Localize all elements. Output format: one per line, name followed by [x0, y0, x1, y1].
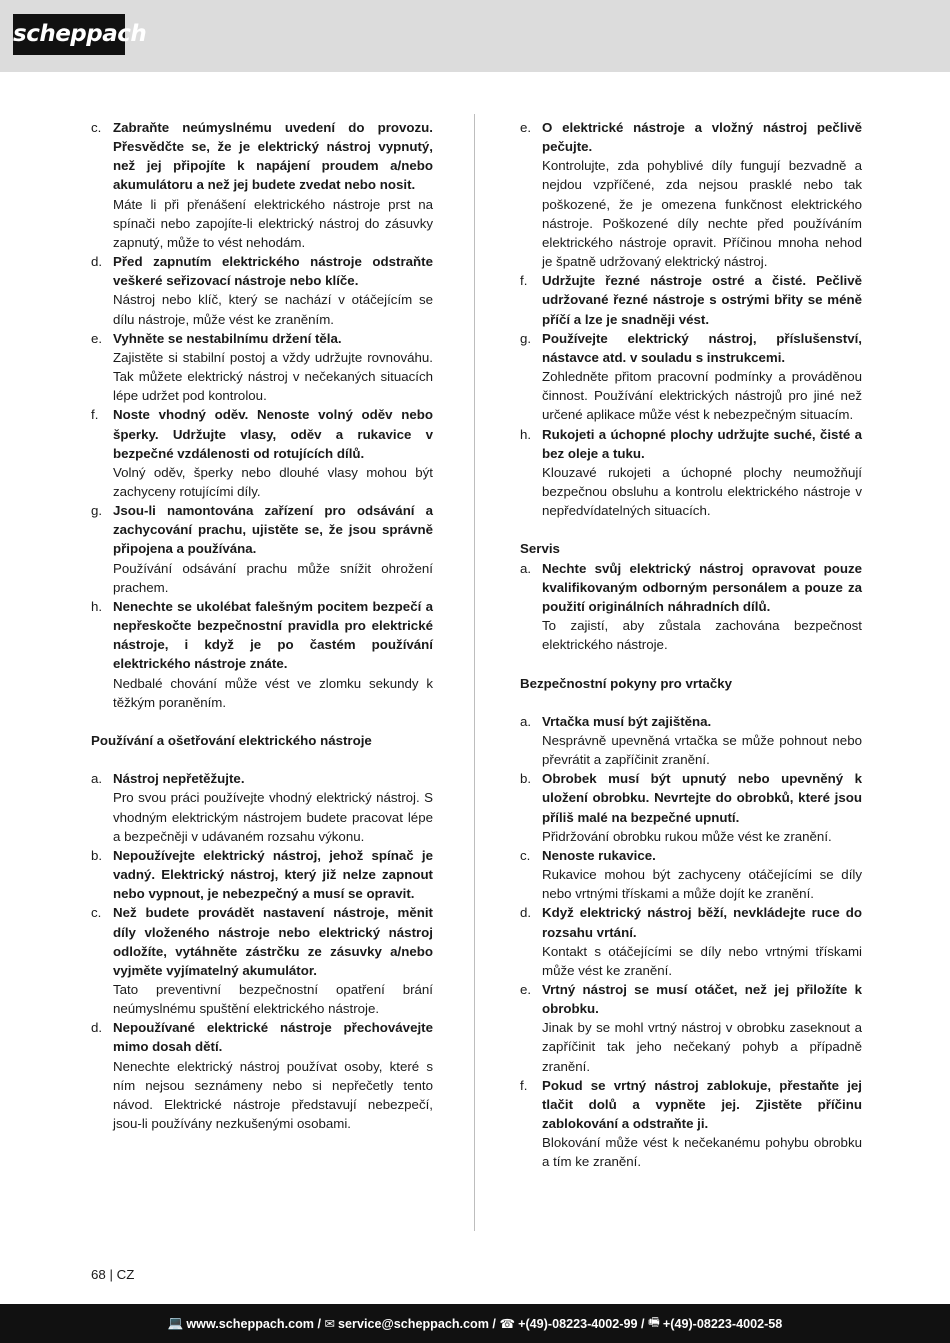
- item-text: Zajistěte si stabilní postoj a vždy udržujte rovnováhu. Tak můžete elektrický nástroj v nečekaných situacích lépe udržet pod kontrolou.: [113, 349, 433, 404]
- item-text: Nesprávně upevněná vrtačka se může pohnout nebo převrátit a zapříčinit zranění.: [542, 732, 862, 768]
- footer-bar: [0, 1304, 950, 1343]
- item-bold-text: Pokud se vrtný nástroj zablokuje, přestaňte jej tlačit dolů a vypněte jej. Zjistěte příčinu zablokování a odstraňte ji.: [542, 1077, 862, 1132]
- item-letter: c.: [91, 905, 102, 921]
- item-bold-text: Než budete provádět nastavení nástroje, měnit díly vloženého nástroje nebo elektrický nástroj odložíte, vytáhněte zástrčku ze zásuvky a/nebo vyjměte vyjímatelný akumulátor.: [113, 905, 433, 978]
- item-text: Nedbalé chování může vést ve zlomku sekundy k těžkým poraněním.: [113, 675, 433, 710]
- list-item: [520, 329, 862, 425]
- list-item: [91, 846, 433, 903]
- list-item: [520, 559, 862, 655]
- item-letter: c.: [91, 120, 102, 135]
- drill-items-list: [520, 712, 862, 1172]
- item-bold-text: Rukojeti a úchopné plochy udržujte suché, čisté a bez oleje a tuku.: [542, 426, 862, 461]
- item-text: To zajistí, aby zůstala zachována bezpečnost elektrického nástroje.: [542, 618, 862, 653]
- item-text: Nástroj nebo klíč, který se nachází v otáčejícím se dílu nástroje, může vést ke zraněním.: [113, 292, 433, 327]
- item-letter: c.: [520, 847, 531, 863]
- list-item: [520, 903, 862, 980]
- item-bold-text: Před zapnutím elektrického nástroje odstraňte veškeré seřizovací nástroje nebo klíče.: [113, 254, 433, 289]
- item-body: [542, 271, 862, 328]
- item-text: Používání odsávání prachu může snížit ohrožení prachem.: [113, 560, 433, 595]
- item-text: Pro svou práci používejte vhodný elektrický nástroj. S vhodným elektrickým nástrojem budete pracovat lépe a bezpečněji v udávaném rozsahu výkonu.: [113, 790, 433, 844]
- item-body: [113, 405, 433, 501]
- item-bold-text: Udržujte řezné nástroje ostré a čisté. Pečlivě udržované řezné nástroje s ostrými břity se méně příčí a lze je snadněji vést.: [542, 273, 862, 327]
- list-item: [520, 769, 862, 846]
- item-text: Zohledněte přitom pracovní podmínky a prováděnou činnost. Používání elektrických nástrojů pro jiné než určené aplikace může vést k nebezpečným situacím.: [542, 369, 862, 423]
- item-letter: g.: [520, 330, 532, 346]
- page-language: CZ: [116, 1267, 135, 1282]
- item-letter: f.: [520, 1077, 528, 1093]
- page-separator: |: [109, 1267, 113, 1282]
- item-body: [113, 769, 433, 846]
- item-text: Blokování může vést k nečekanému pohybu obrobku a tím ke zranění.: [542, 1135, 862, 1170]
- item-bold-text: Nepoužívejte elektrický nástroj, jehož spínač je vadný. Elektrický nástroj, který již nelze zapnout nebo vypnout, je nebezpečný a musí se opravit.: [113, 847, 433, 902]
- item-text: Přidržování obrobku rukou může vést ke zranění.: [542, 828, 832, 844]
- list-item: [520, 1076, 862, 1172]
- list-item: [91, 1018, 433, 1133]
- item-letter: d.: [91, 254, 103, 270]
- list-item: [91, 903, 433, 1018]
- footer-separator: /: [637, 1316, 649, 1331]
- footer-web-link[interactable]: www.scheppach.com: [186, 1316, 314, 1331]
- phone-icon: ☎: [499, 1317, 516, 1331]
- section-heading-servis: Servis: [520, 541, 560, 557]
- item-bold-text: Když elektrický nástroj běží, nevkládejte ruce do rozsahu vrtání.: [542, 905, 862, 940]
- item-body: [113, 501, 433, 597]
- list-item: [520, 118, 862, 271]
- section-heading-drills: Bezpečnostní pokyny pro vrtačky: [520, 675, 733, 691]
- item-body: [542, 903, 862, 980]
- item-text: Jinak by se mohl vrtný nástroj v obrobku zaseknout a zapříčinit tak jeho nečekaný pohyb a případně zranění.: [542, 1020, 862, 1074]
- item-bold-text: Používejte elektrický nástroj, příslušenství, nástavce atd. v souladu s instrukcemi.: [542, 330, 862, 365]
- list-item: [91, 118, 433, 252]
- item-body: [542, 769, 862, 846]
- item-body: [542, 1076, 862, 1172]
- item-text: Máte li při přenášení elektrického nástroje prst na spínači nebo zapojíte-li elektrický nástroj do zásuvky zapnutý, může to vést nehodám.: [113, 196, 433, 250]
- item-body: [113, 329, 433, 406]
- item-text: Volný oděv, šperky nebo dlouhé vlasy mohou být zachyceny rotujícími díly.: [113, 464, 433, 499]
- item-letter: e.: [520, 120, 532, 135]
- item-bold-text: Noste vhodný oděv. Nenoste volný oděv nebo šperky. Udržujte vlasy, oděv a rukavice v bezpečné vzdálenosti od rotujících dílů.: [113, 407, 433, 461]
- list-item: [520, 425, 862, 521]
- item-letter: b.: [91, 847, 103, 863]
- item-letter: a.: [520, 560, 532, 576]
- item-letter: e.: [91, 330, 103, 346]
- section-heading-usage: Používání a ošetřování elektrického nástroje: [91, 732, 372, 748]
- item-bold-text: Nechte svůj elektrický nástroj opravovat pouze kvalifikovaným odborným personálem a pouze za použití originálních náhradních dílů.: [542, 560, 862, 614]
- item-letter: g.: [91, 503, 103, 519]
- item-bold-text: Nenoste rukavice.: [542, 847, 656, 863]
- list-item: [91, 597, 433, 712]
- footer-email-link[interactable]: service@scheppach.com: [338, 1316, 489, 1331]
- list-item: [520, 980, 862, 1076]
- item-letter: h.: [91, 598, 103, 614]
- item-text: Kontrolujte, zda pohyblivé díly fungují bezvadně a nejdou vzpříčené, zda nejsou prasklé nebo tak poškozené, že je omezena funkčnost elektrického nástroje. Poškozené díly nechte před používáním elektrického nástroje opravit. Příčinou mnoha nehod je špatně udržovaný elektrický nástroj.: [542, 158, 862, 270]
- item-letter: b.: [520, 771, 532, 787]
- item-body: [113, 597, 433, 712]
- left-items-list: [91, 118, 433, 712]
- item-bold-text: Vyhněte se nestabilnímu držení těla.: [113, 330, 342, 346]
- item-bold-text: O elektrické nástroje a vložný nástroj pečlivě pečujte.: [542, 120, 862, 155]
- mail-icon: ✉: [324, 1317, 336, 1331]
- computer-icon: 💻: [167, 1316, 184, 1330]
- list-item: [91, 405, 433, 501]
- item-bold-text: Vrtný nástroj se musí otáčet, než jej přiložíte k obrobku.: [542, 981, 862, 1017]
- item-text: Rukavice mohou být zachyceny otáčejícími se díly nebo vrtnými třískami a může dojít ke zranění.: [542, 867, 862, 902]
- scheppach-logo[interactable]: scheppach: [13, 14, 125, 55]
- item-body: [542, 980, 862, 1076]
- item-letter: a.: [91, 771, 103, 787]
- item-body: [542, 329, 862, 425]
- list-item: [91, 769, 433, 846]
- item-body: [542, 559, 862, 655]
- footer-separator: /: [488, 1316, 500, 1331]
- item-letter: d.: [520, 905, 532, 921]
- item-letter: a.: [520, 713, 532, 729]
- right-items-list: [520, 118, 862, 520]
- item-bold-text: Nástroj nepřetěžujte.: [113, 771, 245, 787]
- item-body: [542, 118, 862, 271]
- item-text: Kontakt s otáčejícími se díly nebo vrtnými třískami může vést ke zranění.: [542, 943, 862, 978]
- item-bold-text: Vrtačka musí být zajištěna.: [542, 713, 712, 729]
- item-body: [113, 846, 433, 903]
- list-item: [91, 329, 433, 406]
- servis-items-list: [520, 559, 862, 655]
- header-bar: [0, 0, 950, 72]
- item-body: [542, 712, 862, 769]
- list-item: [91, 252, 433, 329]
- item-body: [113, 252, 433, 329]
- item-letter: f.: [520, 273, 528, 289]
- column-divider: [474, 114, 475, 1231]
- footer-phone: +(49)-08223-4002-99: [518, 1316, 638, 1331]
- list-item: [91, 501, 433, 597]
- fax-icon: 🖷: [648, 1315, 660, 1329]
- item-body: [113, 1018, 433, 1133]
- item-letter: d.: [91, 1020, 103, 1036]
- list-item: [520, 271, 862, 328]
- item-bold-text: Obrobek musí být upnutý nebo upevněný k uložení obrobku. Nevrtejte do obrobků, které jsou příliš malé na bezpečné upnutí.: [542, 771, 862, 825]
- footer-separator: /: [313, 1316, 325, 1331]
- item-bold-text: Jsou-li namontována zařízení pro odsávání a zachycování prachu, ujistěte se, že jsou správně připojena a používána.: [113, 503, 433, 557]
- item-body: [542, 846, 862, 903]
- item-bold-text: Zabraňte neúmyslnému uvedení do provozu. Přesvědčte se, že je elektrický nástroj vypnutý, než jej připojíte k napájení proudem a/nebo akumulátoru a než jej budete zvedat nebo nosit.: [113, 120, 433, 193]
- item-text: Nenechte elektrický nástroj používat osoby, které s ním nejsou seznámeny nebo si nepřečetly tento návod. Elektrické nástroje představují nebezpečí, jsou-li používány nezkušenými osobami.: [113, 1058, 433, 1132]
- item-text: Tato preventivní bezpečnostní opatření brání neúmyslnému spuštění elektrického nástroje.: [113, 982, 433, 1017]
- list-item: [520, 846, 862, 903]
- item-bold-text: Nenechte se ukolébat falešným pocitem bezpečí a nepřeskočte bezpečnostní pravidla pro elektrické nástroje, i když je po častém používání elektrického nástroje znáte.: [113, 598, 433, 672]
- page-number-value: 68: [91, 1267, 106, 1282]
- item-text: Klouzavé rukojeti a úchopné plochy neumožňují bezpečnou obsluhu a kontrolu elektrického nástroje v nepředvídatelných situacích.: [542, 464, 862, 519]
- left-column: [91, 118, 433, 1133]
- footer-fax: +(49)-08223-4002-58: [662, 1316, 783, 1331]
- item-body: [113, 118, 433, 252]
- item-body: [113, 903, 433, 1018]
- usage-items-list: [91, 769, 433, 1133]
- item-letter: e.: [520, 981, 532, 997]
- page-number: [91, 1265, 134, 1284]
- item-body: [542, 425, 862, 521]
- item-bold-text: Nepoužívané elektrické nástroje přechovávejte mimo dosah dětí.: [113, 1020, 433, 1055]
- list-item: [520, 712, 862, 769]
- item-letter: f.: [91, 407, 99, 423]
- right-column: [520, 118, 862, 1172]
- item-letter: h.: [520, 426, 532, 442]
